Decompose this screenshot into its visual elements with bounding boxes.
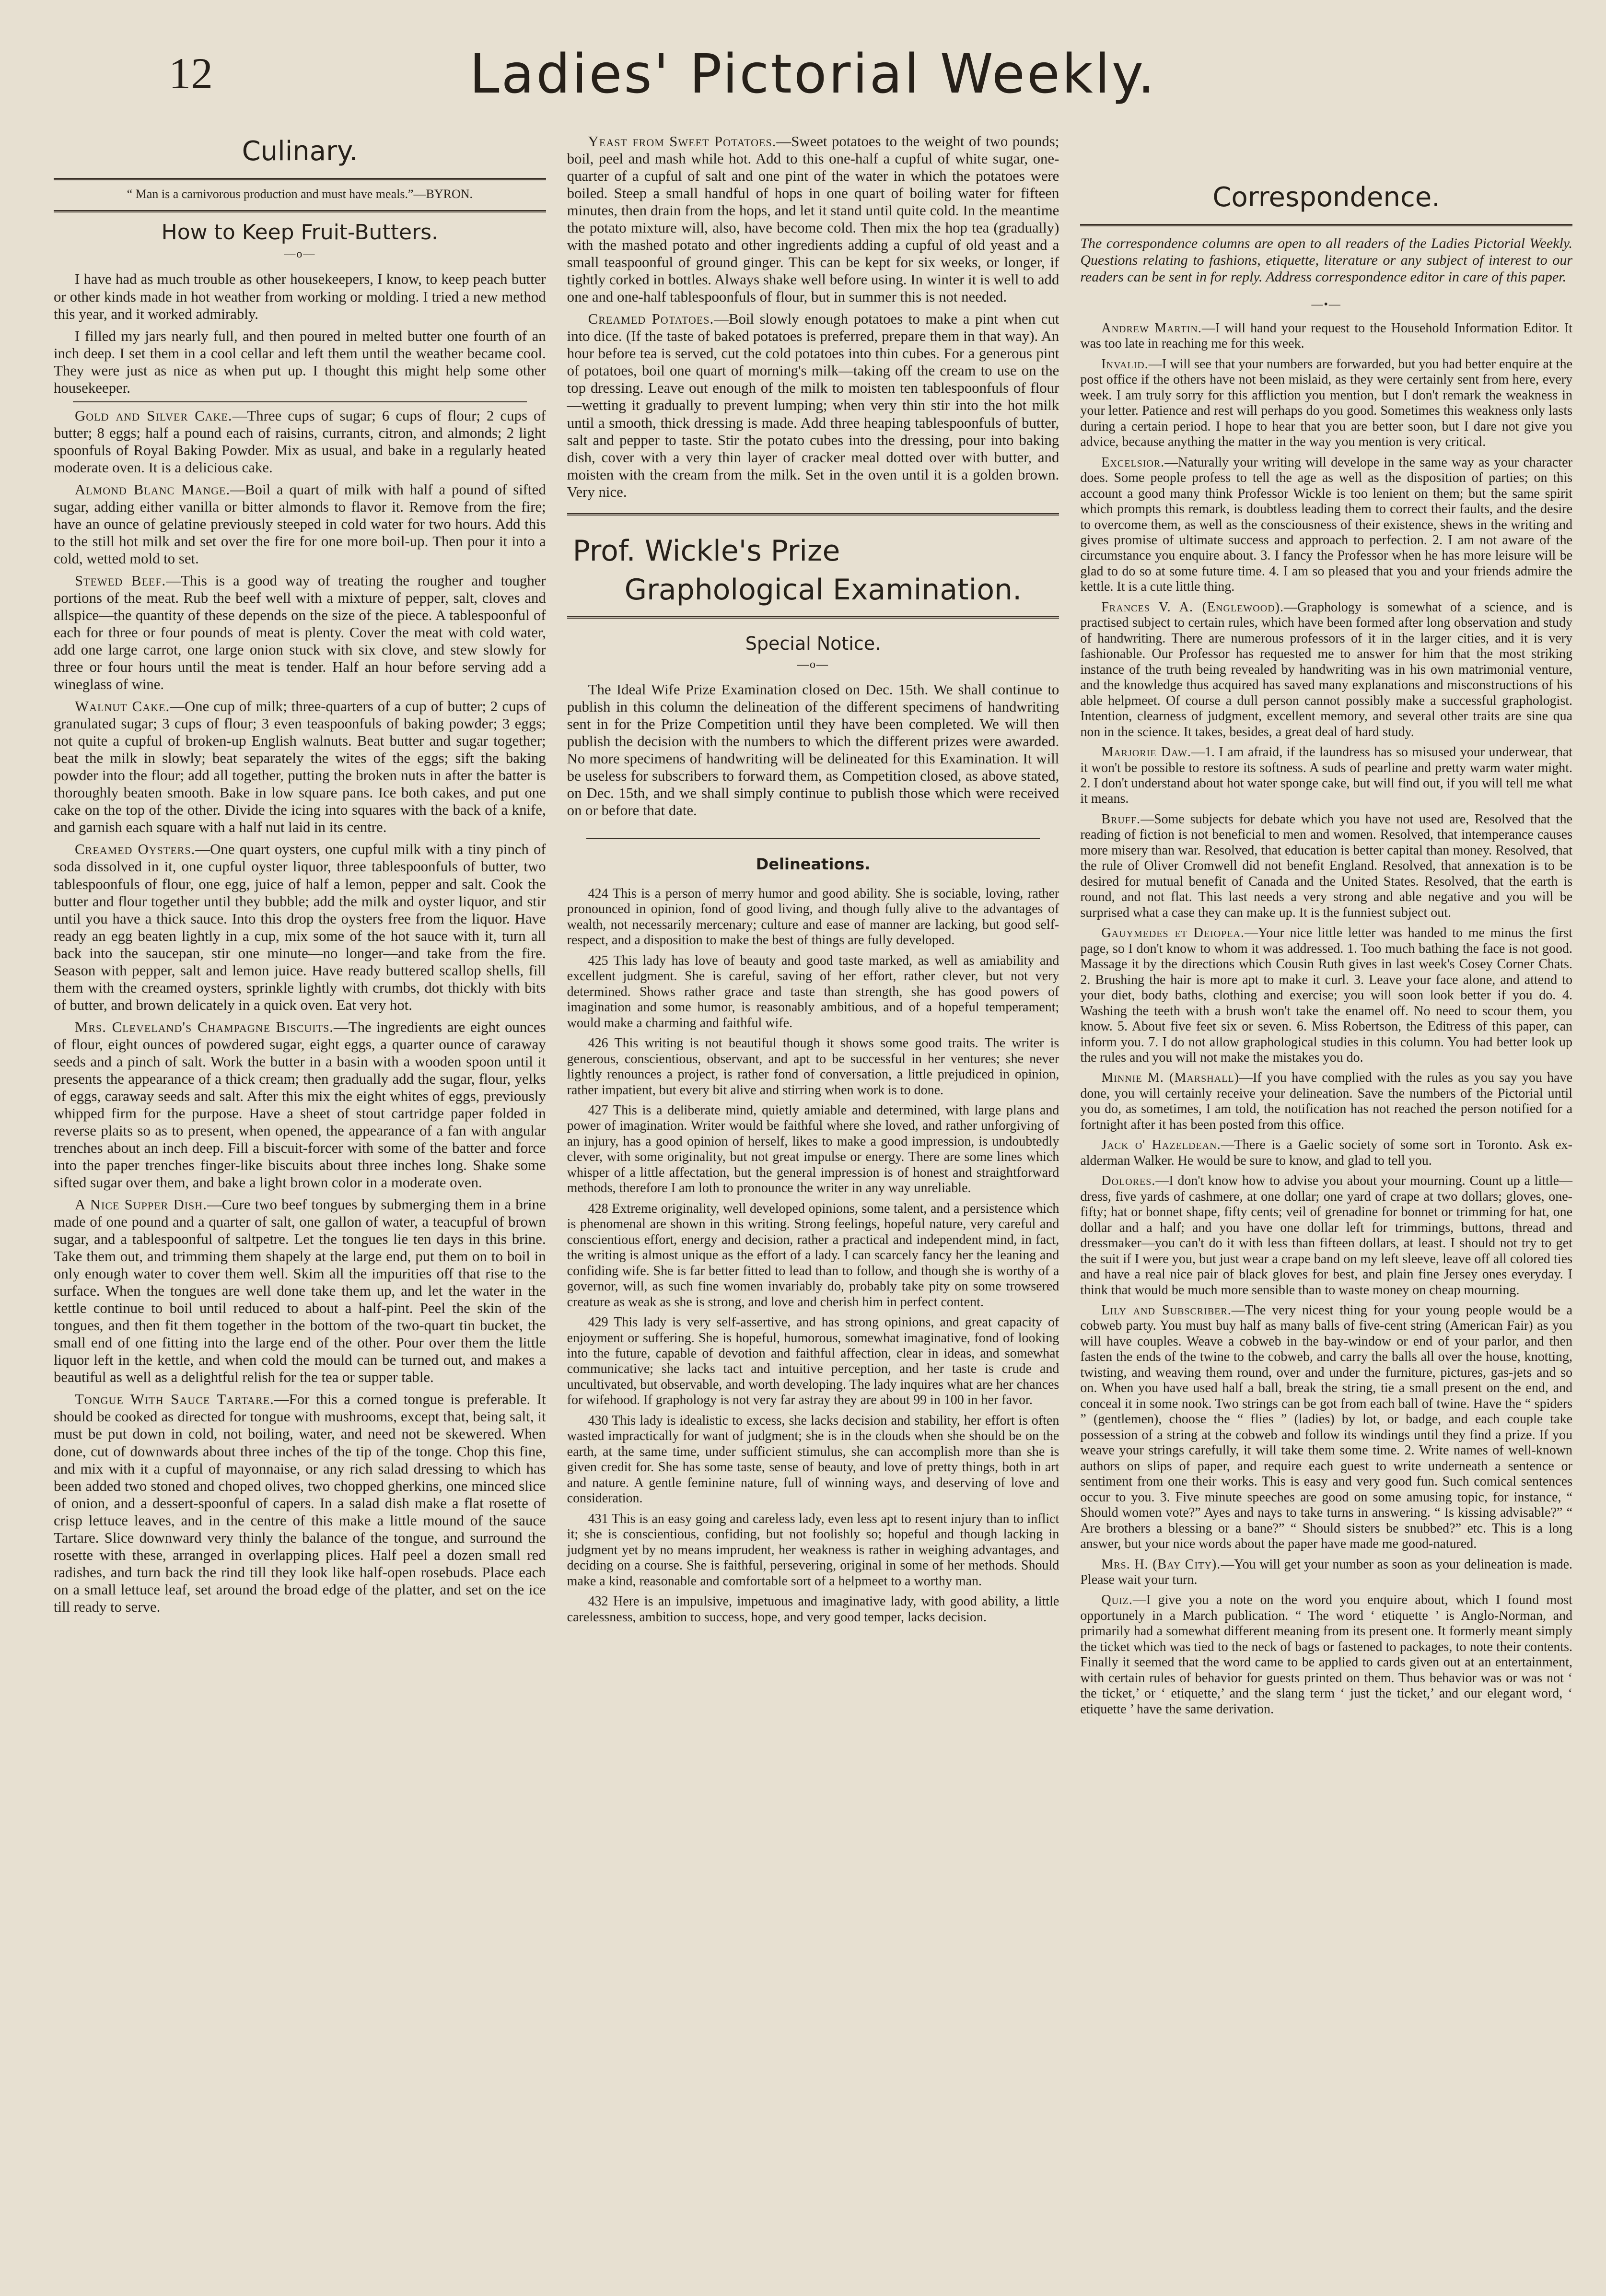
culinary-heading: Culinary. <box>242 136 358 167</box>
correspondence-entry-text: —The very nicest thing for your young people would be a cobweb party. You must buy half as many balls of five-cent string (American Fair) as you will have couples. Weave a cobweb in the bay-window or end of your parlor, and then fasten the ends of the twine to the cobweb, and carry the balls all over the house, knotting, twisting, and weaving them round, over and under the furniture, pictures, gas-jets and so on. When you have used half a ball, break the string, tie a small present on the end, and conceal it in some nook. Two strings can be got from each ball of twine. Have the “ spiders ” (gentlemen), choose the “ flies ” (ladies) by lot, or badge, and each couple take possession of a string at the cobweb and follow its windings until they find a prize. If you weave your strings carefully, it will take them some time. 2. Write names of well-known authors on slips of paper, and require each guest to write underneath a sentence or sentiment from one their works. This is easy and very good fun. Such comical sentences occur to you. 3. Five minute speeches are good on some amusing topic, for instance, “ Should women vote?” Ayes and nays to take turns in answering. “ Is kissing advisable?” “ Are brothers a blessing or a bane?” “ Should sisters be snubbed?” etc. This is a long answer, but your nice words about the paper have made me good-natured. <box>1080 1303 1573 1552</box>
correspondence-entry-text: —Some subjects for debate which you have not used are, Resolved that the reading of fiction is not beneficial to men and women. Resolved, that intemperance causes more misery than war. Resolved, that education is better capital than money. Resolved, that the rule of Oliver Cromwell did not benefit England. Resolved, that annexation is to be desired for mutual benefit of Canada and the United States. Resolved, that the earth is round, and not flat. This last needs a very strong and able negative and you will be surprised what a case they can make up. It is the funniest subject out. <box>1080 811 1573 920</box>
recipe <box>54 1391 546 1615</box>
article-title: How to Keep Fruit-Butters. <box>161 220 439 245</box>
correspondence-entry <box>1080 1137 1572 1169</box>
recipe-text: —Boil a quart of milk with half a pound of sifted sugar, adding either vanilla or bitter almonds to flavor it. Remove from the fire; have an ounce of gelatine previously steeped in cold water for two hours. Add this to the still hot milk and set over the fire for one more boil-up. Then pour it into a cold, wetted mold to set. <box>54 481 546 567</box>
correspondence-entry <box>1080 600 1572 740</box>
prize-heading-line1: Prof. Wickle's Prize <box>572 534 840 568</box>
masthead <box>54 38 1572 122</box>
divider <box>73 401 527 402</box>
correspondence-entry <box>1080 321 1572 352</box>
recipe-name: Yeast from Sweet Potatoes. <box>588 133 777 150</box>
delineation-entry: 424 This is a person of merry humor and good ability. She is sociable, loving, rather pronounced in opinion, fond of good living, and though fully alive to the advantages of wealth, not necessarily mercenary; culture and ease of manner are lacking, but good self-respect, and a disposition to make the best of things are fully developed. <box>567 886 1059 948</box>
correspondence-entry <box>1080 1070 1572 1133</box>
divider <box>567 513 1059 515</box>
correspondence-column <box>1080 122 1572 1722</box>
delineation-entry: 431 This is an easy going and careless lady, even less apt to resent injury than to inflict it; she is conscientious, confiding, but not foolishly so; hopeful and though lacking in judgment yet by no means imprudent, her weakness is rather in weighing advantages, and deciding on a course. She is faithful, persevering, original in some of her methods. Should make a kind, reasonable and comfortable sort of a helpmeet to a worthy man. <box>567 1511 1059 1589</box>
correspondence-entry-name: Bruff. <box>1101 811 1141 827</box>
ornament: —o— <box>797 658 829 671</box>
correspondence-entry <box>1080 455 1572 595</box>
correspondence-heading: Correspondence. <box>1212 182 1441 213</box>
delineation-entry: 432 Here is an impulsive, impetuous and imaginative lady, with good ability, a little carelessness, ambition to success, hope, and very good temper, lacks decision. <box>567 1594 1059 1625</box>
recipe-text: —Cure two beef tongues by submerging them in a brine made of one pound and a quarter of salt, one gallon of water, a teacupful of brown sugar, and a tablespoonful of saltpetre. Let the tongues lie ten days in this brine. Take them out, and trimming them shapely at the large end, put them on to boil in only enough water to cover them well. Skim all the impurities off that rise to the surface. When the tongues are well done take them up, and let the water in the kettle continue to boil until reduced to about a half-pint. Peel the skin of the tongues, and then fit them together in the bottom of the two-quart tin bucket, the small end of one fitting into the large end of the other. Pour over them the little liquor left in the kettle, and when cold the mould can be turned out, and makes a beautiful as well as a delightful relish for the tea or supper table. <box>54 1196 546 1386</box>
epigraph: “ Man is a carnivorous production and must have meals.”—BYRON. <box>127 187 473 201</box>
delineation-entry: 426 This writing is not beautiful though it shows some good traits. The writer is generous, conscientious, observant, and apt to be successful in her ventures; she never lightly renounces a project, is rather fond of conversation, a little prejudiced in opinion, rather impatient, but every bit alive and stirring when work is to done. <box>567 1036 1059 1098</box>
correspondence-entry-text: —Your nice little letter was handed to me minus the first page, so I don't know to whom it was addressed. 1. Too much bathing the face is not good. Massage it by the directions which Cousin Ruth gives in last week's Cosey Corner Chats. 2. Brushing the hair is more apt to make it curl. 3. Leave your face alone, and attend to your diet, body baths, clothing and exercise; you will soon look better if you do. 4. Washing the teeth with a brush won't take the enamel off. No need to scour them, you know. 5. About five feet six or seven. 6. Miss Robertson, the Editress of this paper, can inform you. 7. I do not allow graphological studies in this column. You had better look up the rules and you will not make the mistakes you do. <box>1080 925 1573 1065</box>
publication-title: Ladies' Pictorial Weekly. <box>469 43 1157 105</box>
recipe-name: Tongue With Sauce Tartare. <box>75 1391 274 1408</box>
correspondence-entry <box>1080 745 1572 807</box>
recipe <box>567 310 1059 500</box>
prize-heading <box>567 532 1059 609</box>
correspondence-entry-text: —1. I am afraid, if the laundress has so misused your underwear, that it won't be possible to restore its softness. A suds of pearline and pretty warm water might. 2. I don't understand about hot water sponge cake, but will find out, if you will tell me what it means. <box>1080 745 1573 807</box>
delineation-entry: 427 This is a deliberate mind, quietly amiable and determined, with large plans and power of imagination. Writer would be faithful where she loved, and rather unforgiving of an injury, has a good opinion of herself, likes to make a good impression, is undoubtedly clever, with some originality, but not great impulse or energy. There are some lines which whisper of a little affectation, but the general impression is of honest and straightforward methods, therefore I am loth to pronounce the writer in any way unreliable. <box>567 1102 1059 1196</box>
correspondence-entry-text: —There is a Gaelic society of some sort in Toronto. Ask ex-alderman Walker. He would be sure to know, and glad to tell you. <box>1080 1137 1572 1168</box>
recipe-text: —Three cups of sugar; 6 cups of flour; 2 cups of butter; 8 eggs; half a pound each of raisins, currants, citron, and almonds; 2 light spoonfuls of Royal Baking Powder. Mix as usual, and bake in a regularly heated moderate oven. It is a delicious cake. <box>54 407 546 476</box>
correspondence-entry-name: Lily and Subscriber. <box>1101 1303 1232 1318</box>
delineation-entry: 425 This lady has love of beauty and good taste marked, as well as amiability and excellent judgment. She is careful, saving of her effort, rather clever, but not very determined. Shows rather grace and taste than strength, she has good powers of imagination and some humor, is reasonably ambitious, and of a hopeful temperament; would make a charming and faithful wife. <box>567 953 1059 1031</box>
divider <box>54 210 546 212</box>
delineation-list <box>567 886 1059 1625</box>
divider <box>1080 224 1572 226</box>
recipe <box>54 1196 546 1386</box>
correspondence-entry-text: —If you have complied with the rules as you say you have done, you will certainly receive your delineation. Save the numbers of the Pictorial until you do, as sometimes, I am told, the notification has not reached the person notified for a fortnight after it has been posted from this office. <box>1080 1070 1573 1132</box>
correspondence-entry-name: Quiz. <box>1101 1593 1133 1608</box>
recipe <box>54 407 546 476</box>
article-body <box>54 270 546 396</box>
correspondence-entry-name: Mrs. H. (Bay City). <box>1101 1557 1221 1572</box>
divider <box>567 616 1059 619</box>
correspondence-intro: The correspondence columns are open to all readers of the Ladies Pictorial Weekly. Questions relating to fashions, etiquette, literature or any subject of interest to our readers can be sent in for reply. Address correspondence editor in care of this paper. <box>1080 235 1573 285</box>
recipe-list <box>54 407 546 1616</box>
correspondence-entry <box>1080 357 1572 450</box>
correspondence-entry-name: Minnie M. (Marshall) <box>1101 1070 1239 1086</box>
recipe-name: A Nice Supper Dish. <box>75 1196 207 1213</box>
correspondence-entry-text: —I don't know how to advise you about your mourning. Count up a little—dress, five yards of cashmere, at one dollar; one yard of crape at two dollars; gloves, one-fifty; hat or bonnet shape, fifty cents; veil of grenadine for bonnet or trimming for hat, one dollar and a half; and you have one dollar left for trimmings, buttons, thread and dressmaker—you can't do it with less than fifteen dollars, at least. I should not try to get the suit if I were you, but just wear a crape band on my left sleeve, leave off all colored ties and have a real nice pair of black gloves for best, and plain fine Jersey ones everyday. I think that would be much more sensible than to waste money on cheap mourning. <box>1080 1173 1573 1298</box>
paragraph: I have had as much trouble as other housekeepers, I know, to keep peach butter or other kinds made in hot weather from working or molding. I tried a new method this year, and it worked admirably. <box>54 271 546 322</box>
correspondence-entry-text: —Naturally your writing will develope in the same way as your character does. Some people profess to tell the age as well as the disposition of parties; on this account a good many think Professor Wickle is too lenient on them; but the same spirit which prompts this remark, is doubtless leading them to correct their faults, and the desire to overcome them, as well as the consciousness of their existence, shews in the writing and gives promise of ultimate success and approach to perfection. 2. I am not aware of the circumstance you enquire about. 3. I fancy the Professor when he has more leisure will be glad to do so at some future time. 4. I am so pleased that you and your friends admire the kettle. It is a cute little thing. <box>1080 455 1573 595</box>
recipe-text: —One quart oysters, one cupful milk with a tiny pinch of soda dissolved in it, one cupful oyster liquor, three tablespoonfuls of butter, two tablespoonfuls of flour, one egg, juice of half a lemon, pepper and salt. Cook the butter and flour together until they bubble; add the milk and oyster liquor, and stir until you have a thick sauce. Into this drop the oysters free from the liquor. Have ready an egg beaten lightly in a cup, mix some of the hot sauce with it, turn all back into the saucepan, stir one minute—no longer—and take from the fire. Season with pepper, salt and lemon juice. Have ready buttered scallop shells, fill them with the creamed oysters, sprinkle lightly with crumbs, dot thickly with bits of butter, and brown delicately in a quick oven. Eat very hot. <box>54 841 546 1013</box>
correspondence-entry-name: Frances V. A. (Englewood). <box>1101 599 1284 615</box>
correspondence-entry-text: —You will get your number as soon as your delineation is made. Please wait your turn. <box>1080 1557 1573 1587</box>
correspondence-entry-text: —I will hand your request to the Household Information Editor. It was too late in reaching me for this week. <box>1080 320 1573 351</box>
delineation-entry: 428 Extreme originality, well developed opinions, some talent, and a persistence which is phenomenal are shown in this writing. Strong feelings, hopeful nature, very careful and conscientious effort, energy and decision, rather a practical and independent mind, in fact, the writing is almost unique as the effort of a lady. I can scarcely fancy her the leaning and confiding wife. She is far better fitted to lead than to follow, and though she is worthy of a governor, will, as such fine women invariably do, probably take pity on some trowsered creature as weak as she is strong, and love and cherish him in perfect content. <box>567 1201 1059 1310</box>
recipe-name: Creamed Oysters. <box>75 841 196 858</box>
recipe-name: Creamed Potatoes. <box>588 311 714 328</box>
divider <box>586 838 1040 839</box>
correspondence-entry-name: Excelsior. <box>1101 455 1165 470</box>
correspondence-entry <box>1080 1173 1572 1298</box>
recipe <box>54 481 546 567</box>
columns <box>54 122 1572 1722</box>
recipe-name: Mrs. Cleveland's Champagne Biscuits. <box>75 1019 334 1035</box>
recipe-list <box>567 133 1059 501</box>
recipe <box>54 841 546 1013</box>
recipe-text: —The ingredients are eight ounces of flour, eight ounces of powdered sugar, eight eggs, a quarter ounce of caraway seeds and a pinch of salt. Work the butter in a basin with a wooden spoon until it presents the appearance of a thick cream; then gradually add the sugar, flour, yelks of eggs, caraway seeds and salt. After this mix the eight whites of eggs, previously whipped firm for the purpose. Have a sheet of stout cartridge paper folded in reverse plaits so as to present, when opened, the appearance of a fan with angular trenches about an inch deep. Fill a biscuit-forcer with some of the batter and force into the paper trenches finger-like biscuits about three inches long. Shake some sifted sugar over them, and bake a light brown color in a moderate oven. <box>54 1019 546 1191</box>
correspondence-entry-name: Andrew Martin. <box>1101 320 1202 336</box>
recipe-name: Gold and Silver Cake. <box>75 407 233 424</box>
correspondence-entry <box>1080 1557 1572 1588</box>
correspondence-entry <box>1080 1303 1572 1552</box>
prize-heading-line2: Graphological Examination. <box>624 573 1022 607</box>
recipe <box>567 133 1059 305</box>
notice-text: The Ideal Wife Prize Examination closed on Dec. 15th. We shall continue to publish in this column the delineation of the different specimens of handwriting sent in for the Prize Competition until they have been completed. We will then publish the decision with the numbers to which the different prizes were awarded. No more specimens of handwriting will be delineated for this Examination. It will be useless for subscribers to forward them, as Competition closed, as above stated, on Dec. 15th, and we shall simply continue to publish those which were received on or before that date. <box>567 681 1059 819</box>
middle-column <box>567 122 1059 1630</box>
correspondence-entry-text: —I give you a note on the word you enquire about, which I found most opportunely in a March publication. “ The word ‘ etiquette ’ is Anglo-Norman, and primarily had a somewhat different meaning from its present one. It formerly meant simply the ticket which was tied to the neck of bags or fastened to packages, to note their contents. Finally it seemed that the word came to be applied to cards given out at an entertainment, with certain rules of behavior for guests printed on them. Thus behavior was or was not ‘ the ticket,’ or ‘ etiquette,’ and the slang term ‘ just the ticket,’ and our elegant word, ‘ etiquette ’ have the same derivation. <box>1080 1593 1573 1717</box>
recipe <box>54 698 546 836</box>
correspondence-entry-name: Marjorie Daw. <box>1101 745 1191 760</box>
recipe-text: —For this a corned tongue is preferable. It should be cooked as directed for tongue with mushrooms, except that, being salt, it must be put down in cold, not boiling, water, and need not be skewered. When done, cut of downwards about three inches of the tip of the tonge. Chop this fine, and mix with it a cupful of mayonnaise, or any rich salad dressing to which has been added two stoned and choped olives, two chopped gherkins, one minced slice of onion, and a dessert-spoonful of capers. In a salad dish make a flat rosette of crisp lettuce leaves, and in the centre of this make a little mound of the sauce Tartare. Slice downward very thinly the balance of the tongue, and surround the rosette with these, arranged in overlapping plices. Half peel a dozen small red radishes, and turn back the rind till they look like half-open rosebuds. Place each on a small lettuce leaf, set around the broad edge of the platter, and set on the ice till ready to serve. <box>54 1391 546 1615</box>
notice-heading: Special Notice. <box>745 633 881 654</box>
delineation-entry: 430 This lady is idealistic to excess, she lacks decision and stability, her effort is often wasted impractically for want of judgment; she is in the clouds when she should be on the earth, at the same time, under sufficient stimulus, she can accomplish more than she is given credit for. She has some taste, sense of beauty, and love of pretty things, both in art and nature. A gentle feminine nature, full of winning ways, and deserving of love and consideration. <box>567 1413 1059 1506</box>
correspondence-entry-text: —I will see that your numbers are forwarded, but you had better enquire at the post office if the others have not been mislaid, as they were certainly sent from here, every week. I am truly sorry for this affliction you mention, but I don't remark the weakness in your letter. Patience and rest will perhaps do you good. Sometimes this weakness only lasts during a certain period. I hope to hear that you are better soon, but I dare not give you advice, because anything the matter in the way you mention is very critical. <box>1080 356 1573 450</box>
recipe <box>54 1019 546 1191</box>
correspondence-entry <box>1080 812 1572 921</box>
ornament: —o— <box>284 248 316 261</box>
culinary-column <box>54 122 546 1620</box>
correspondence-entry-text: —Graphology is somewhat of a science, and is practised subject to certain rules, which have been formed after long observation and study of handwriting. There are numerous professors of it in the larger cities, and it is very fashionable. Our Professor has requested me to answer for him that the most striking instance of the truth being revealed by handwriting was in his own matrimonial venture, and the knowledge thus acquired has saved many explanations and misconstructions of his able helpmeet. Of course a dull person cannot possibly make a successful graphologist. Intention, clearness of judgment, excellent memory, and several other traits are sine qua non in the science. It takes, besides, a great deal of hard study. <box>1080 599 1573 739</box>
correspondence-entry-name: Jack o' Hazeldean. <box>1101 1137 1221 1153</box>
correspondence-entry-name: Dolores. <box>1101 1173 1156 1189</box>
recipe-text: —This is a good way of treating the rougher and tougher portions of the meat. Rub the beef well with a mixture of pepper, salt, cloves and allspice—the quantity of these depends on the size of the piece. A tablespoonful of each for three or four pounds of meat is plenty. Cover the meat with cold water, add one large carrot, one large onion stuck with six clove, and stew slowly for three or four hours until the meat is tender. Half an hour before serving add a wineglass of wine. <box>54 572 546 693</box>
recipe-text: —One cup of milk; three-quarters of a cup of butter; 2 cups of granulated sugar; 3 cups of flour; 3 even teaspoonfuls of baking powder; 3 eggs; not quite a cupful of broken-up English walnuts. Beat butter and sugar together; beat the milk in slowly; beat separately the wites of the eggs; sift the baking powder into the flour; add all together, putting the broken nuts in after the batter is thoroughly beaten smooth. Bake in low square pans. Ice both cakes, and put one cake on the top of the other. Divide the icing into squares with the back of a knife, and garnish each square with a half nut laid in its centre. <box>54 698 546 836</box>
recipe <box>54 572 546 693</box>
correspondence-entry <box>1080 1593 1572 1717</box>
recipe-name: Almond Blanc Mange. <box>75 481 231 498</box>
recipe-name: Walnut Cake. <box>75 698 170 715</box>
delineations-heading: Delineations. <box>756 855 871 874</box>
correspondence-entry <box>1080 925 1572 1066</box>
recipe-name: Stewed Beef. <box>75 572 166 589</box>
correspondence-entry-name: Gauymedes et Deiopea. <box>1101 925 1245 941</box>
divider <box>54 178 546 180</box>
correspondence-entry-name: Invalid. <box>1101 356 1149 372</box>
recipe-text: —Sweet potatoes to the weight of two pounds; boil, peel and mash while hot. Add to this one-half a cupful of white sugar, one-quarter of a cupful of salt and one pint of the water in which the potatoes were boiled. Steep a small handful of hops in one quart of boiling water for fifteen minutes, then drain from the hops, and let it stand until quite cold. In the meantime the potato mixture will, also, have become cold. Then mix the hop tea (gradually) with the mashed potato and other ingredients adding a cupful of old yeast and a small teaspoonful of ground ginger. This can be kept for six weeks, or longer, if tightly corked in bottles. Always shake well before using. In winter it is well to add one and one-half tablespoonfuls of flour, but in summer this is not needed. <box>567 133 1059 305</box>
delineation-entry: 429 This lady is very self-assertive, and has strong opinions, and great capacity of enjoyment or suffering. She is hopeful, humorous, somewhat imaginative, fond of looking into the future, capable of devotion and faithful affection, clear in ideas, and somewhat communicative; she lacks tact and intuitive perception, and her taste is crude and uncultivated, but observable, and worth developing. The lady inquires what are her chances for wifehood. If graphology is not very far astray they are about 99 in 100 in her favor. <box>567 1315 1059 1408</box>
ornament: —•— <box>1311 298 1341 311</box>
correspondence-list <box>1080 321 1572 1717</box>
paragraph: I filled my jars nearly full, and then poured in melted butter one fourth of an inch deep. I set them in a cool cellar and left them until the weather became cool. They were just as nice as when put up. I thought this might help some other housekeeper. <box>54 328 546 396</box>
recipe-text: —Boil slowly enough potatoes to make a pint when cut into dice. (If the taste of baked potatoes is preferred, prepare them in that way). An hour before tea is served, cut the cold potatoes into thin cubes. For a generous pint of potatoes, boil one quart of morning's milk—taking off the cream to use on the top dressing. Leave out enough of the milk to moisten ten tablespoonfuls of flour—wetting it gradually to prevent lumping; when very thin stir into the hot milk until a smooth, thick dressing is made. Add three heaping tablespoonfuls of butter, salt and pepper to taste. Stir the potato cubes into the dressing, pour into baking dish, cover with a very thin layer of cracker meal dotted over with butter, and moisten with the cream from the milk. Set in the oven until it is a golden brown. Very nice. <box>567 311 1059 500</box>
page-number: 12 <box>169 49 213 98</box>
